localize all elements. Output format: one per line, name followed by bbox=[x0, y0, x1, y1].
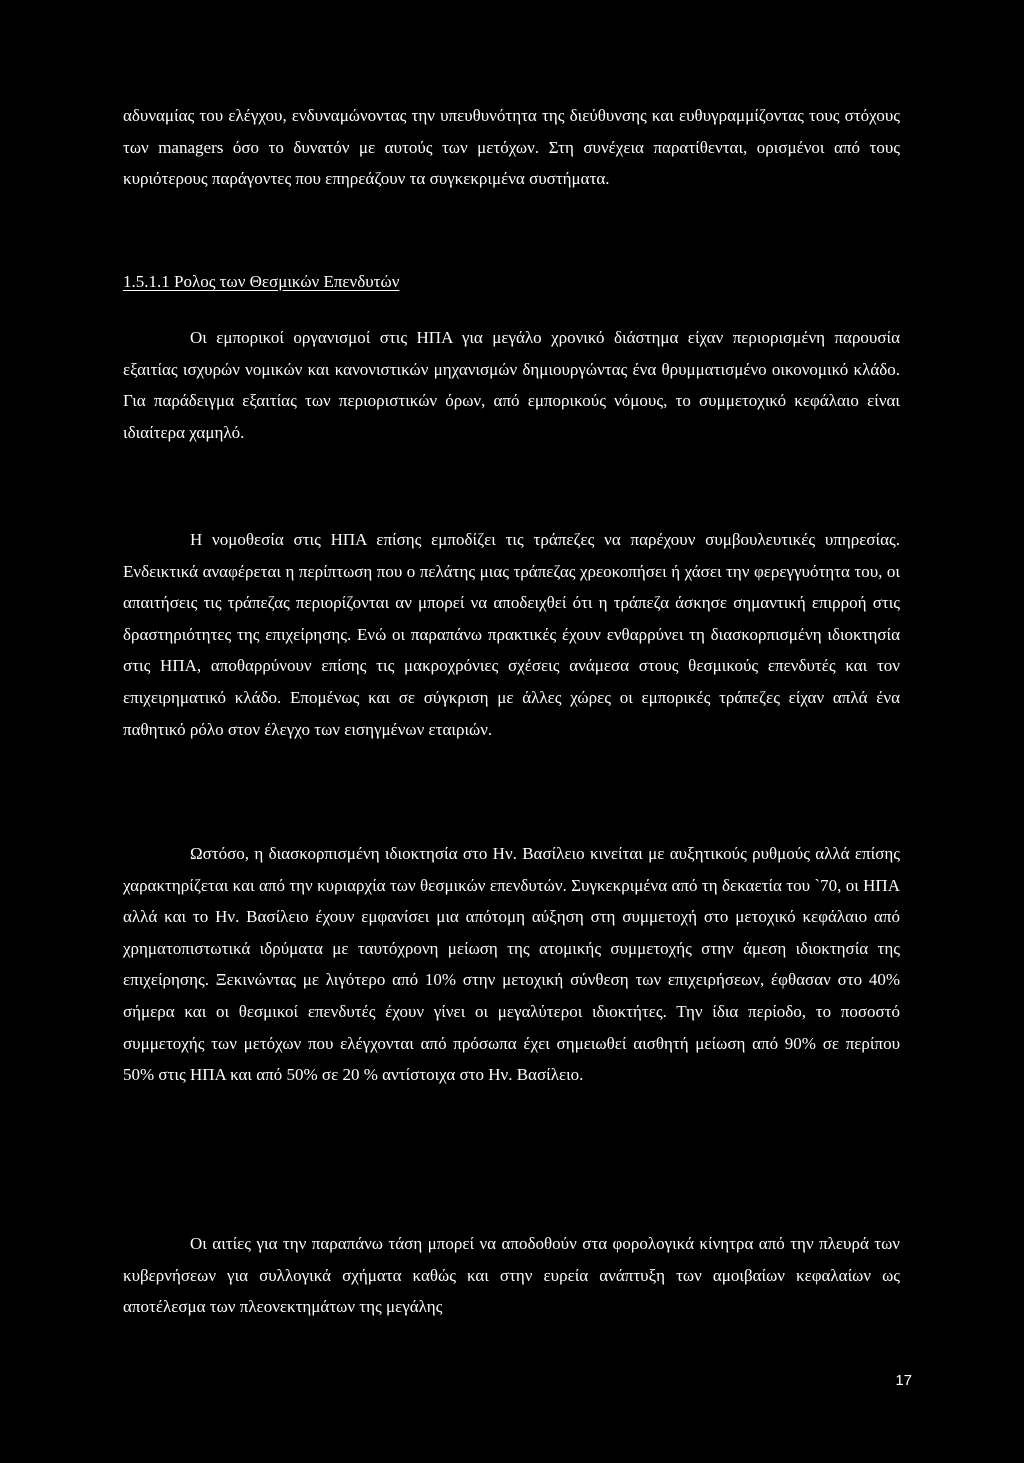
intro-paragraph-block bbox=[123, 100, 900, 195]
paragraph-1-block bbox=[123, 322, 900, 448]
paragraph-1: Οι εμπορικοί οργανισμοί στις ΗΠΑ για μεγάλο χρονικό διάστημα είχαν περιορισμένη παρουσία εξαιτίας ισχυρών νομικών και κανονιστικών μηχανισμών δημιουργώντας ένα θρυμματισμένο οικονομικό κλάδο. Για παράδειγμα εξαιτίας των περιοριστικών όρων, από εμπορικούς νόμους, το συμμετοχικό κεφάλαιο είναι ιδιαίτερα χαμηλό. bbox=[123, 328, 900, 442]
section-heading: 1.5.1.1 Ρολος των Θεσμικών Επενδυτών bbox=[123, 272, 400, 291]
paragraph-3: Ωστόσο, η διασκορπισμένη ιδιοκτησία στο Ην. Βασίλειο κινείται με αυξητικούς ρυθμούς αλλά επίσης χαρακτηρίζεται και από την κυριαρχία των θεσμικών επενδυτών. Συγκεκριμένα από τη δεκαετία του `70, οι ΗΠΑ αλλά και το Ην. Βασίλειο έχουν εμφανίσει μια απότομη αύξηση στη συμμετοχή στο μετοχικό κεφάλαιο από χρηματοπιστωτικά ιδρύματα με ταυτόχρονη μείωση της ατομικής συμμετοχής στην άμεση ιδιοκτησία της επιχείρησης. Ξεκινώντας με λιγότερο από 10% στην μετοχική σύνθεση των επιχειρήσεων, έφθασαν στο 40% σήμερα και οι θεσμικοί επενδυτές έχουν γίνει οι μεγαλύτεροι ιδιοκτήτες. Την ίδια περίοδο, το ποσοστό συμμετοχής των μετόχων που ελέγχονται από πρόσωπα έχει σημειωθεί αισθητή μείωση από 90% σε περίπου 50% στις ΗΠΑ και από 50% σε 20 % αντίστοιχα στο Ην. Βασίλειο. bbox=[123, 844, 900, 1085]
intro-paragraph: αδυναμίας του ελέγχου, ενδυναμώνοντας την υπευθυνότητα της διεύθυνσης και ευθυγραμμίζοντας τους στόχους των managers όσο το δυνατόν με αυτούς των μετόχων. Στη συνέχεια παρατίθενται, ορισμένοι από τους κυριότερους παράγοντες που επηρεάζουν τα συγκεκριμένα συστήματα. bbox=[123, 106, 900, 189]
paragraph-2: Η νομοθεσία στις ΗΠΑ επίσης εμποδίζει τις τράπεζες να παρέχουν συμβουλευτικές υπηρεσίας. Ενδεικτικά αναφέρεται η περίπτωση που ο πελάτης μιας τράπεζας χρεοκοπήσει ή χάσει την φερεγγυότητα του, οι απαιτήσεις τις τράπεζας περιορίζονται αν μπορεί να αποδειχθεί ότι η τράπεζα άσκησε σημαντική επιρροή στις δραστηριότητες της επιχείρησης. Ενώ οι παραπάνω πρακτικές έχουν ενθαρρύνει τη διασκορπισμένη ιδιοκτησία στις ΗΠΑ, αποθαρρύνουν επίσης τις μακροχρόνιες σχέσεις ανάμεσα στους θεσμικούς επενδυτές και τον επιχειρηματικό κλάδο. Επομένως και σε σύγκριση με άλλες χώρες οι εμπορικές τράπεζες είχαν απλά ένα παθητικό ρόλο στον έλεγχο των εισηγμένων εταιριών. bbox=[123, 530, 900, 739]
page-number: 17 bbox=[895, 1372, 912, 1389]
paragraph-4-block bbox=[123, 1228, 900, 1323]
paragraph-2-block bbox=[123, 524, 900, 745]
paragraph-3-block bbox=[123, 838, 900, 1091]
paragraph-4: Οι αιτίες για την παραπάνω τάση μπορεί να αποδοθούν στα φορολογικά κίνητρα από την πλευρά των κυβερνήσεων για συλλογικά σχήματα καθώς και στην ευρεία ανάπτυξη των αμοιβαίων κεφαλαίων ως αποτέλεσμα των πλεονεκτημάτων της μεγάλης bbox=[123, 1234, 900, 1317]
